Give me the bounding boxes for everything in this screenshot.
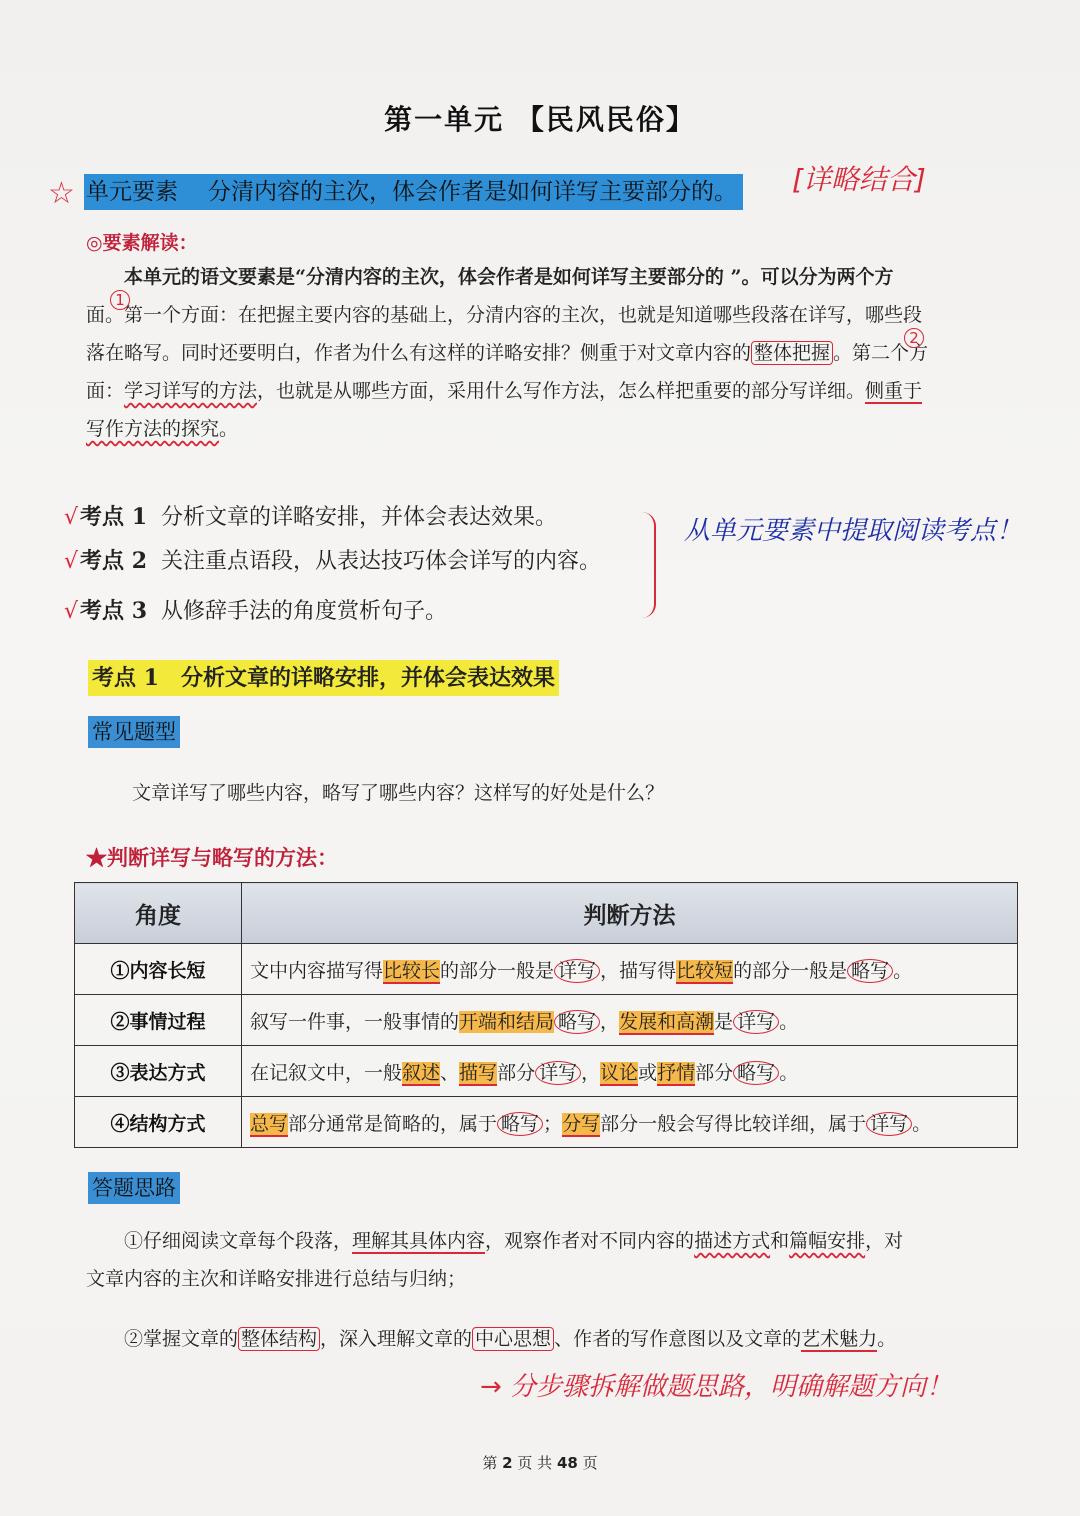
circled-overall-grasp: 整体把握	[751, 341, 833, 365]
interpretation-paragraph	[86, 258, 996, 448]
exam-point-2: √考点 2 关注重点语段，从表达技巧体会详写的内容。	[64, 548, 602, 574]
question-text: 文章详写了哪些内容，略写了哪些内容？这样写的好处是什么？	[132, 782, 665, 804]
table-row: ④结构方式 总写部分通常是简略的，属于 略写 ；分写部分一般会写得比较详细，属于 详写 。	[75, 1097, 1018, 1148]
interpretation-heading: ◎要素解读：	[86, 232, 198, 254]
exam-point-3: √考点 3 从修辞手法的角度赏析句子。	[64, 598, 448, 624]
answer-paragraph-1: ①仔细阅读文章每个段落，理解其具体内容，观察作者对不同内容的描述方式和篇幅安排，对 文章内容的主次和详略安排进行总结与归纳；	[86, 1230, 904, 1290]
mark-two: 2	[904, 328, 924, 348]
interp-line-2: 面。第一个方面：在把握主要内容的基础上，分清内容的主次，也就是知道哪些段落在详写，哪些段	[86, 304, 923, 326]
page-footer: 第 2 页 共 48 页	[482, 1454, 598, 1472]
underlined-detail-method: 学习详写的方法	[124, 380, 258, 402]
common-types-tag: 常见题型	[88, 716, 180, 748]
page-number: 2	[502, 1454, 513, 1472]
interp-line-3: 落在略写。同时还要明白，作者为什么有这样的详略安排？侧重于对文章内容的 整体把握 。第二个方	[86, 342, 929, 364]
exam-point-1: √考点 1 分析文章的详略安排，并体会表达效果。	[64, 504, 558, 530]
answer-paragraph-2: ②掌握文章的 整体结构 ，深入理解文章的 中心思想 、作者的写作意图以及文章的艺术魅力。	[124, 1328, 897, 1350]
methods-table	[74, 882, 1018, 1148]
bracket-mark	[640, 512, 656, 618]
table-row: ②事情过程 叙写一件事，一般事情的开端和结局 略写 ，发展和高潮是 详写 。	[75, 995, 1018, 1046]
interp-line-4: 面：学习详写的方法，也就是从哪些方面，采用什么写作方法，怎么样把重要的部分写详细。侧重于	[86, 380, 923, 402]
point1-title: 考点 1 分析文章的详略安排，并体会表达效果	[88, 660, 559, 696]
answer-title-tag: 答题思路	[88, 1172, 180, 1204]
method-title: ★判断详写与略写的方法：	[86, 845, 338, 870]
mark-one: 1	[110, 290, 130, 310]
table-row: ③表达方式 在记叙文中，一般叙述、描写部分 详写 ，议论或抒情部分 略写 。	[75, 1046, 1018, 1097]
handwritten-note-detail: [详略结合]	[792, 163, 926, 196]
unit-requirement-text: 分清内容的主次，体会作者是如何详写主要部分的。	[208, 179, 737, 205]
header-method: 判断方法	[242, 883, 1018, 944]
underlined-writing-method: 写作方法的探究	[86, 418, 220, 440]
interp-line-1: 本单元的语文要素是“分清内容的主次，体会作者是如何详写主要部分的 ”。可以分为两个方	[124, 266, 894, 288]
header-angle: 角度	[75, 883, 242, 944]
unit-requirement-banner	[84, 174, 743, 210]
unit-requirement-label: 单元要素	[86, 179, 178, 205]
table-row: ①内容长短 文中内容描写得比较长的部分一般是 详写 ，描写得比较短的部分一般是 略写 。	[75, 944, 1018, 995]
interp-line-5: 写作方法的探究。	[86, 418, 239, 440]
star-mark-icon: ☆	[48, 176, 75, 211]
page-title: 第一单元 【民风民俗】	[384, 103, 696, 136]
handwritten-note-exam: 从单元要素中提取阅读考点！	[684, 516, 1023, 546]
page-total: 48	[556, 1454, 578, 1472]
handwritten-note-answer: → 分步骤拆解做题思路，明确解题方向！	[480, 1372, 953, 1402]
